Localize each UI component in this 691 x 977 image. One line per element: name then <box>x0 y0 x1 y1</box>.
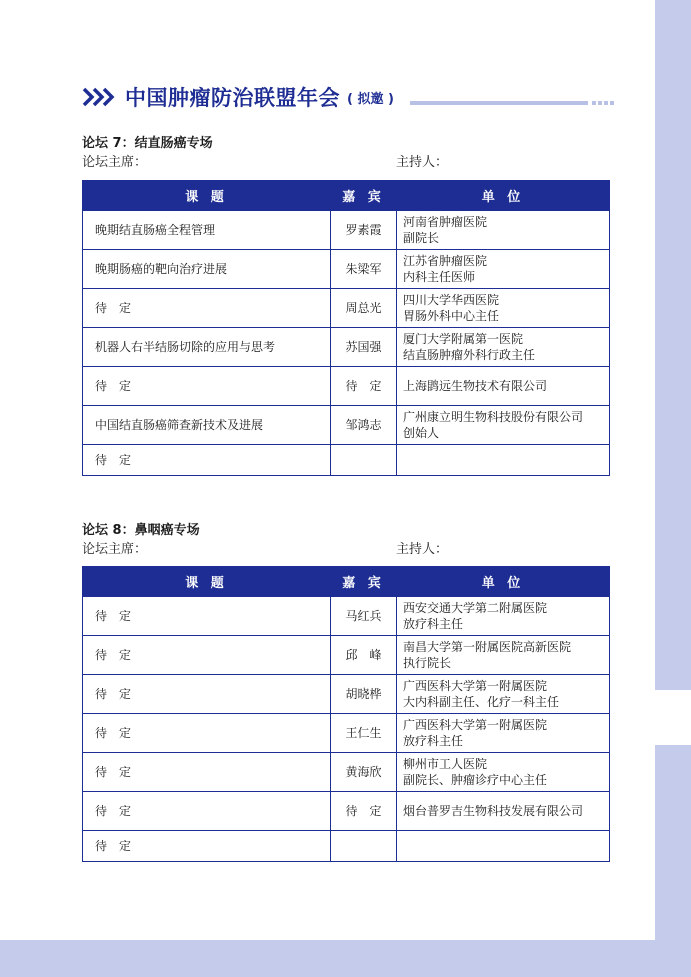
unit-cell <box>397 636 610 675</box>
column-header-topic: 课 题 <box>83 567 331 597</box>
host-label: 主持人： <box>396 542 449 557</box>
topic-cell: 待 定 <box>83 289 331 328</box>
side-band-top <box>655 0 691 690</box>
chair-label: 论坛主席： <box>82 155 148 170</box>
unit-cell <box>397 211 610 250</box>
unit-title: 放疗科主任 <box>403 734 464 748</box>
guest-cell: 朱梁军 <box>331 250 397 289</box>
table-row <box>83 597 610 636</box>
column-header-guest: 嘉 宾 <box>331 181 397 211</box>
column-header-topic: 课 题 <box>83 181 331 211</box>
unit-name: 西安交通大学第二附属医院 <box>403 601 548 615</box>
unit-name: 广西医科大学第一附属医院 <box>403 718 548 732</box>
header-rule <box>410 101 588 105</box>
unit-title: 创始人 <box>403 426 440 440</box>
column-header-unit: 单 位 <box>397 181 610 211</box>
unit-name: 江苏省肿瘤医院 <box>403 254 488 268</box>
page-title: 中国肿瘤防治联盟年会 <box>125 86 340 110</box>
unit-name: 柳州市工人医院 <box>403 757 488 771</box>
topic-cell: 待 定 <box>83 636 331 675</box>
table-row <box>83 714 610 753</box>
page-subtitle: ( 拟邀 ) <box>347 92 394 107</box>
guest-cell: 邱 峰 <box>331 636 397 675</box>
topic-cell: 待 定 <box>83 445 331 476</box>
guest-cell: 黄海欣 <box>331 753 397 792</box>
unit-cell <box>397 250 610 289</box>
guest-cell: 待 定 <box>331 367 397 406</box>
unit-cell <box>397 831 610 862</box>
table-row <box>83 636 610 675</box>
column-header-unit: 单 位 <box>397 567 610 597</box>
host-label: 主持人： <box>396 155 449 170</box>
triple-chevron-icon <box>82 85 116 109</box>
guest-cell: 苏国强 <box>331 328 397 367</box>
table-row <box>83 406 610 445</box>
page-header <box>82 83 612 113</box>
guest-cell: 胡晓桦 <box>331 675 397 714</box>
table-row <box>83 675 610 714</box>
guest-cell <box>331 831 397 862</box>
guest-cell: 马红兵 <box>331 597 397 636</box>
unit-cell <box>397 675 610 714</box>
guest-cell: 罗素霞 <box>331 211 397 250</box>
unit-cell <box>397 753 610 792</box>
guest-cell <box>331 445 397 476</box>
unit-name: 厦门大学附属第一医院 <box>403 332 524 346</box>
unit-name: 四川大学华西医院 <box>403 293 500 307</box>
table-row <box>83 831 610 862</box>
topic-cell: 晚期结直肠癌全程管理 <box>83 211 331 250</box>
topic-cell: 待 定 <box>83 753 331 792</box>
unit-title: 大内科副主任、化疗一科主任 <box>403 695 560 709</box>
bottom-band <box>0 940 691 977</box>
chair-label: 论坛主席： <box>82 542 148 557</box>
table-row <box>83 445 610 476</box>
unit-name: 烟台普罗吉生物科技发展有限公司 <box>403 804 584 818</box>
unit-name: 广州康立明生物科技股份有限公司 <box>403 410 584 424</box>
unit-name: 广西医科大学第一附属医院 <box>403 679 548 693</box>
unit-title: 胃肠外科中心主任 <box>403 309 500 323</box>
guest-cell: 待 定 <box>331 792 397 831</box>
topic-cell: 待 定 <box>83 831 331 862</box>
unit-title: 放疗科主任 <box>403 617 464 631</box>
schedule-table <box>82 180 610 476</box>
topic-cell: 待 定 <box>83 714 331 753</box>
topic-cell: 机器人右半结肠切除的应用与思考 <box>83 328 331 367</box>
unit-cell <box>397 289 610 328</box>
unit-title: 执行院长 <box>403 656 452 670</box>
topic-cell: 待 定 <box>83 367 331 406</box>
table-row <box>83 792 610 831</box>
guest-cell: 王仁生 <box>331 714 397 753</box>
unit-title: 内科主任医师 <box>403 270 476 284</box>
topic-cell: 待 定 <box>83 675 331 714</box>
table-row <box>83 367 610 406</box>
forum-title: 论坛 7：结直肠癌专场 <box>82 136 213 151</box>
column-header-guest: 嘉 宾 <box>331 567 397 597</box>
header-dots <box>592 101 614 105</box>
unit-cell <box>397 328 610 367</box>
table-row <box>83 250 610 289</box>
guest-cell: 邹鸿志 <box>331 406 397 445</box>
table-row <box>83 328 610 367</box>
unit-cell <box>397 792 610 831</box>
unit-title: 副院长、肿瘤诊疗中心主任 <box>403 773 548 787</box>
unit-cell <box>397 714 610 753</box>
table-row <box>83 211 610 250</box>
topic-cell: 中国结直肠癌筛查新技术及进展 <box>83 406 331 445</box>
unit-title: 结直肠肿瘤外科行政主任 <box>403 348 536 362</box>
schedule-table <box>82 566 610 862</box>
topic-cell: 待 定 <box>83 792 331 831</box>
unit-name: 上海鹍远生物技术有限公司 <box>403 379 548 393</box>
unit-cell <box>397 597 610 636</box>
forum-title: 论坛 8：鼻咽癌专场 <box>82 523 200 538</box>
unit-cell <box>397 367 610 406</box>
unit-name: 南昌大学第一附属医院高新医院 <box>403 640 572 654</box>
topic-cell: 待 定 <box>83 597 331 636</box>
unit-cell <box>397 445 610 476</box>
unit-cell <box>397 406 610 445</box>
table-row <box>83 289 610 328</box>
unit-title: 副院长 <box>403 231 440 245</box>
table-row <box>83 753 610 792</box>
topic-cell: 晚期肠癌的靶向治疗进展 <box>83 250 331 289</box>
unit-name: 河南省肿瘤医院 <box>403 215 488 229</box>
guest-cell: 周总光 <box>331 289 397 328</box>
